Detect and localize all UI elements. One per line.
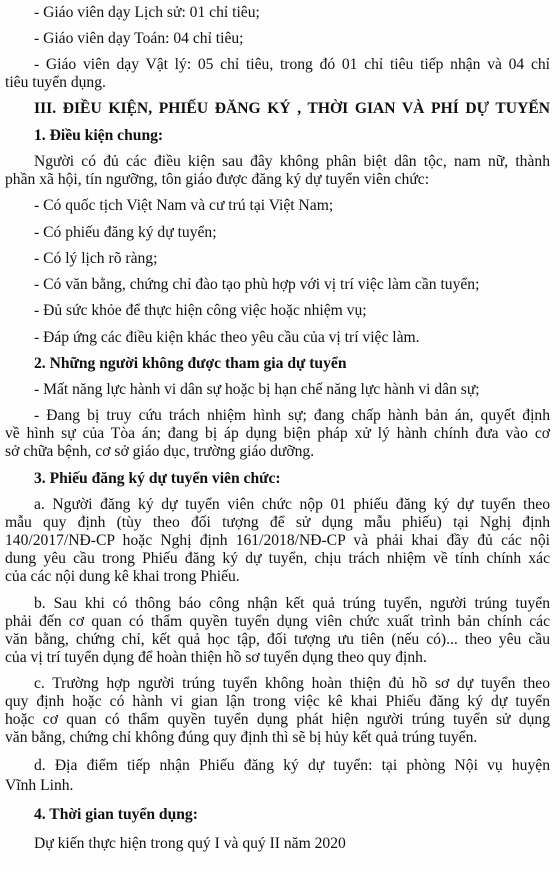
list-item: - Có phiếu đăng ký dự tuyển;: [34, 223, 217, 241]
paragraph-line: dung yêu cầu trong Phiếu đăng ký dự tuyển, chịu trách nhiệm về tính chính xác: [5, 550, 550, 568]
list-item: - Đủ sức khỏe để thực hiện công việc hoặc nhiệm vụ;: [34, 302, 367, 320]
paragraph-line: của các nội dung kê khai trong Phiếu.: [5, 568, 240, 586]
paragraph-line: hoặc cơ quan có thẩm quyền tuyển dụng phát hiện người trúng tuyển sử dụng: [5, 711, 550, 729]
text-line: tiêu tuyển dụng.: [5, 74, 106, 92]
paragraph-line: sở chữa bệnh, cơ sở giáo dục, trường giáo dưỡng.: [5, 443, 315, 461]
list-item: - Giáo viên dạy Toán: 04 chỉ tiêu;: [34, 29, 244, 47]
subsection-heading: 4. Thời gian tuyển dụng:: [34, 806, 198, 823]
list-item: - Có lý lịch rõ ràng;: [34, 249, 158, 267]
paragraph-line: 140/2017/NĐ-CP hoặc Nghị định 161/2018/NĐ-CP và phải khai đầy đủ các nội: [5, 532, 550, 550]
paragraph-line: Dự kiến thực hiện trong quý I và quý II năm 2020: [34, 835, 346, 852]
list-item: - Giáo viên dạy Vật lý: 05 chỉ tiêu, trong đó 01 chỉ tiêu tiếp nhận và 04 chỉ: [34, 56, 550, 74]
list-item: - Giáo viên dạy Lịch sử: 01 chỉ tiêu;: [34, 3, 260, 21]
section-heading: III. ĐIỀU KIỆN, PHIẾU ĐĂNG KÝ , THỜI GIAN VÀ PHÍ DỰ TUYỂN: [34, 100, 550, 118]
list-item: - Có văn bằng, chứng chỉ đào tạo phù hợp với vị trí việc làm cần tuyển;: [34, 276, 480, 294]
paragraph-line: d. Địa điểm tiếp nhận Phiếu đăng ký dự tuyển: tại phòng Nội vụ huyện: [34, 757, 550, 774]
paragraph-line: a. Người đăng ký dự tuyển viên chức nộp 01 phiếu đăng ký dự tuyển theo: [34, 495, 550, 513]
list-item: - Mất năng lực hành vi dân sự hoặc bị hạn chế năng lực hành vi dân sự;: [34, 381, 480, 398]
paragraph-line: văn bằng, chứng chỉ, kết quả học tập, đối tượng ưu tiên (nếu có)... theo yêu cầu: [5, 630, 550, 648]
paragraph-line: c. Trường hợp người trúng tuyển không hoàn thiện đủ hồ sơ dự tuyển theo: [34, 675, 550, 693]
subsection-heading: 3. Phiếu đăng ký dự tuyển viên chức:: [34, 469, 281, 487]
paragraph-line: - Đang bị truy cứu trách nhiệm hình sự; đang chấp hành bản án, quyết định: [34, 407, 550, 425]
list-item: - Đáp ứng các điều kiện khác theo yêu cầu của vị trí việc làm.: [34, 328, 420, 346]
paragraph-line: quy định hoặc có hành vi gian lận trong việc kê khai Phiếu đăng ký dự tuyển: [5, 693, 550, 711]
paragraph-line: về hình sự của Tòa án; đang bị áp dụng biện pháp xử lý hành chính đưa vào cơ: [5, 425, 550, 443]
paragraph-line: mẫu quy định (tùy theo đối tượng để sử dụng mẫu phiếu) tại Nghị định: [5, 514, 550, 532]
paragraph-line: b. Sau khi có thông báo công nhận kết quả trúng tuyển, người trúng tuyển: [34, 594, 550, 612]
paragraph-line: phải đến cơ quan có thẩm quyền tuyển dụng viên chức xuất trình bản chính các: [5, 612, 550, 630]
paragraph-line: Vĩnh Linh.: [5, 777, 74, 794]
paragraph-line: của vị trí tuyển dụng để hoàn thiện hồ sơ tuyển dụng theo quy định.: [5, 648, 427, 666]
subsection-heading: 1. Điều kiện chung:: [34, 126, 164, 144]
subsection-heading: 2. Những người không được tham gia dự tuyển: [34, 354, 347, 372]
paragraph-line: văn bằng, chứng chỉ không đúng quy định thì sẽ bị hủy kết quả trúng tuyển.: [5, 729, 478, 747]
paragraph-line: phần xã hội, tín ngưỡng, tôn giáo được đăng ký dự tuyển viên chức:: [5, 171, 430, 189]
list-item: - Có quốc tịch Việt Nam và cư trú tại Việt Nam;: [34, 197, 334, 215]
paragraph-line: Người có đủ các điều kiện sau đây không phân biệt dân tộc, nam nữ, thành: [34, 152, 550, 170]
